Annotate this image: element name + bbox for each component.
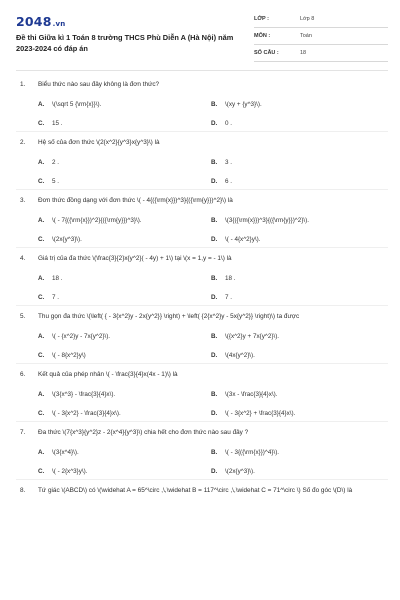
question-number: 2. [20,139,26,146]
option-label: B. [211,275,218,282]
option-text: \( - 2{x^3}y\). [52,468,88,475]
option-b[interactable] [211,159,232,166]
option-d[interactable] [211,120,232,127]
question-row [16,428,388,437]
question-number: 5. [20,313,26,320]
option-d[interactable] [211,410,295,417]
option-label: B. [211,449,218,456]
question-row [16,196,388,205]
option-c[interactable] [38,236,82,243]
option-b[interactable] [211,391,278,398]
option-a[interactable] [38,333,110,340]
option-text: \( - 7{({\rm{x}})^2}{({\rm{y}})^3}\). [52,217,142,224]
meta-label: SỐ CÂU : [254,50,279,56]
meta-value: Lớp 8 [300,16,315,22]
option-text: 6 . [225,178,233,185]
question-row [16,486,388,495]
option-a[interactable] [38,391,115,398]
option-c[interactable] [38,178,59,185]
option-label: A. [38,391,45,398]
option-text: \(2x{y^3}\). [52,236,82,243]
option-label: D. [211,236,218,243]
question-number: 4. [20,255,26,262]
header [16,12,388,64]
option-text: 15 . [52,120,63,127]
option-a[interactable] [38,217,142,224]
option-text: \(3{x^4}\). [52,449,79,456]
question-1 [16,80,388,132]
site-logo[interactable] [16,14,65,29]
question-text: Kết quả của phép nhân \( - \frac{3}{4}x(4x - 1)\) là [38,371,178,378]
option-text: \( - 3{x^2} - \frac{3}{4}x\). [52,410,121,417]
option-text: \( - 3{x^2} + \frac{3}{4}x\). [225,410,296,417]
option-label: A. [38,333,45,340]
option-text: \( - 4{x^2}y\). [225,236,261,243]
options [16,263,388,303]
option-label: D. [211,178,218,185]
question-list [16,80,388,495]
option-c[interactable] [38,468,88,475]
options [16,147,388,187]
question-2 [16,138,388,190]
question-divider [16,421,388,422]
page-title: Đề thi Giữa kì 1 Toán 8 trường THCS Phù Diễn A (Hà Nội) năm 2023-2024 có đáp án [16,33,234,53]
question-row [16,370,388,379]
option-label: C. [38,120,45,127]
option-text: \(3{x^3} - \frac{3}{4}x\). [52,391,116,398]
question-number: 6. [20,371,26,378]
question-row [16,312,388,321]
option-label: C. [38,410,45,417]
question-7 [16,428,388,480]
meta-value: 18 [300,50,307,56]
option-text: 5 . [52,178,60,185]
question-text: Hệ số của đơn thức \(2{x^2}{y^3}x{y^3}\) là [38,139,160,146]
question-number: 8. [20,487,26,494]
option-b[interactable] [211,449,279,456]
option-label: A. [38,449,45,456]
option-text: 18 . [225,275,236,282]
question-8 [16,486,388,495]
option-label: A. [38,275,45,282]
option-text: \({x^2}y + 7x{y^2}\). [225,333,280,340]
option-text: \(4x{y^2}\). [225,352,255,359]
meta-value: Toán [300,33,312,39]
options [16,379,388,419]
question-divider [16,131,388,132]
meta-row-count [254,46,388,62]
option-label: C. [38,294,45,301]
options [16,205,388,245]
option-b[interactable] [211,217,309,224]
question-text: Đơn thức đồng dạng với đơn thức \( - 4{({\rm{x}})^3}{({\rm{y}})^2}\) là [38,197,233,204]
option-label: B. [211,217,218,224]
option-text: \( - {x^2}y - 7x{y^2}\). [52,333,111,340]
question-divider [16,363,388,364]
option-a[interactable] [38,449,79,456]
meta-row-class [254,12,388,28]
option-text: 18 . [52,275,63,282]
option-label: C. [38,468,45,475]
option-text: \( - 3{({\rm{x}})^4}\). [225,449,280,456]
option-label: A. [38,101,45,108]
option-label: D. [211,468,218,475]
option-label: B. [211,101,218,108]
option-text: 2 . [52,159,60,166]
option-label: C. [38,352,45,359]
option-c[interactable] [38,410,121,417]
option-b[interactable] [211,275,236,282]
option-d[interactable] [211,468,255,475]
option-label: A. [38,217,45,224]
question-number: 3. [20,197,26,204]
option-d[interactable] [211,236,261,243]
option-text: 0 . [225,120,233,127]
question-text: Đa thức \(7{x^3}{y^2}z - 2{x^4}{y^3}\) chia hết cho đơn thức nào sau đây ? [38,429,249,436]
logo-suffix: .vn [52,20,66,28]
question-divider [16,479,388,480]
question-divider [16,247,388,248]
question-4 [16,254,388,306]
option-text: \(2x{y^3}\). [225,468,255,475]
option-text: \(\sqrt 5 {\rm{x}}\). [52,101,102,108]
logo-main: 2048 [16,14,52,29]
option-b[interactable] [211,101,262,108]
option-d[interactable] [211,178,232,185]
option-c[interactable] [38,120,63,127]
option-a[interactable] [38,275,63,282]
option-b[interactable] [211,333,279,340]
option-label: B. [211,333,218,340]
option-a[interactable] [38,101,101,108]
question-number: 7. [20,429,26,436]
question-6 [16,370,388,422]
question-divider [16,305,388,306]
question-text: Tứ giác \(ABCD\) có \(\widehat A = 65^\circ ,\,\widehat B = 117^\circ ,\,\widehat C = 71^\circ \) Số đo góc \(D\) là [38,487,353,494]
question-text: Biểu thức nào sau đây không là đơn thức? [38,81,160,88]
option-label: B. [211,159,218,166]
meta-row-subject [254,29,388,45]
option-d[interactable] [211,294,232,301]
meta-label: MÔN : [254,33,271,39]
option-label: B. [211,391,218,398]
question-row [16,254,388,263]
option-label: D. [211,410,218,417]
option-label: A. [38,159,45,166]
option-label: D. [211,294,218,301]
option-d[interactable] [211,352,255,359]
header-divider [16,70,388,71]
option-a[interactable] [38,159,59,166]
option-text: \(xy + {y^3}\). [225,101,262,108]
option-text: 3 . [225,159,233,166]
question-text: Giá trị của đa thức \(\frac{3}{2}x{y^2}( - 4y) + 1\) tại \(x = 1,y = - 1\) là [38,255,232,262]
option-label: D. [211,120,218,127]
option-label: D. [211,352,218,359]
question-5 [16,312,388,364]
question-3 [16,196,388,248]
option-text: \( - 8{x^2}y\) [52,352,86,359]
option-label: C. [38,178,45,185]
options [16,89,388,129]
option-c[interactable] [38,352,86,359]
meta-table [254,12,388,63]
option-label: C. [38,236,45,243]
option-text: \(3x - \frac{3}{4}x\). [225,391,278,398]
question-divider [16,189,388,190]
question-text: Thu gọn đa thức \(\left( { - 3{x^2}y - 2x{y^2}} \right) + \left( {2{x^2}y - 5x{y^2}} \right)\) ta được [38,313,300,320]
option-text: \(3{({\rm{x}})^3}{({\rm{y}})^2}\). [225,217,309,224]
options [16,437,388,477]
option-c[interactable] [38,294,59,301]
question-row [16,80,388,89]
question-number: 1. [20,81,26,88]
option-text: 7 . [225,294,233,301]
question-row [16,138,388,147]
options [16,321,388,361]
option-text: 7 . [52,294,60,301]
meta-label: LỚP : [254,16,269,22]
